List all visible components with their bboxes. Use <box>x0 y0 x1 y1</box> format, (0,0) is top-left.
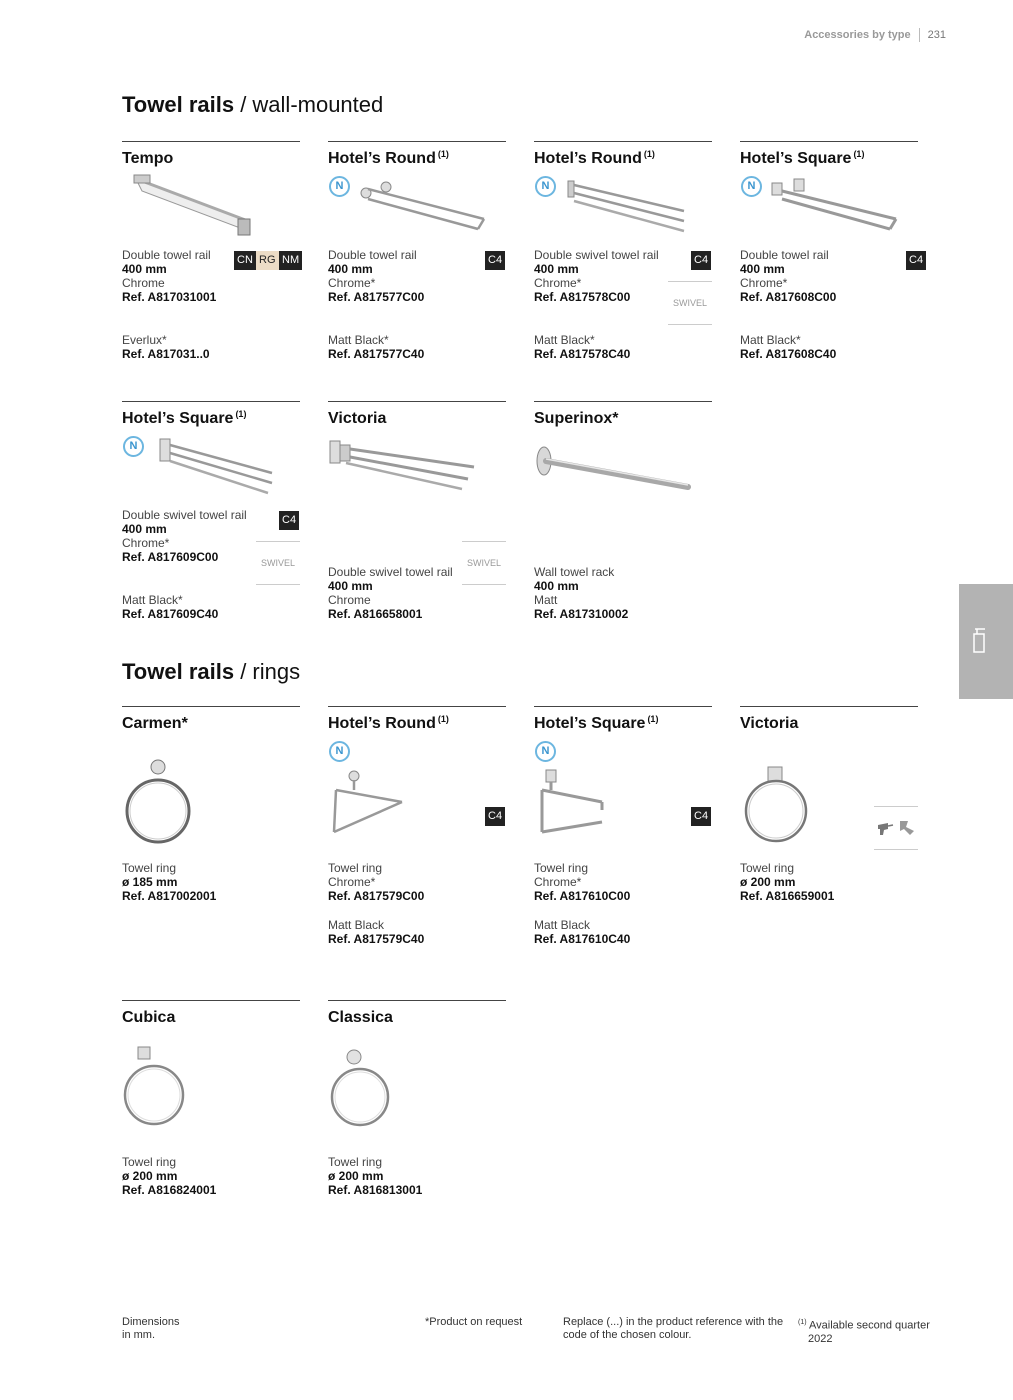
product-desc: Double towel rail <box>740 248 829 262</box>
product-desc: Towel ring <box>740 861 795 875</box>
product-card-cubica <box>122 1000 300 1250</box>
page-header <box>804 28 946 42</box>
product-name: Carmen* <box>122 715 188 732</box>
product-desc: Double swivel towel rail <box>534 248 659 262</box>
footnote-marker: (1) <box>798 1319 807 1326</box>
product-finish: Chrome* <box>122 536 170 550</box>
product-card-hotels-round-swivel <box>534 141 712 391</box>
product-info-alt <box>328 333 424 361</box>
footer-replace-line2: code of the chosen colour. <box>563 1329 692 1341</box>
product-name <box>534 150 655 168</box>
product-ref-alt: Ref. A817579C40 <box>328 932 425 946</box>
product-size: 400 mm <box>534 262 579 276</box>
product-name <box>122 410 246 428</box>
product-image-tempo-rail <box>122 171 300 251</box>
footnote-marker: (1) <box>437 714 449 724</box>
product-desc: Towel ring <box>122 861 177 875</box>
product-image-round-swivel <box>534 171 712 251</box>
new-product-icon: N <box>535 176 556 197</box>
product-ref: Ref. A817609C00 <box>122 550 219 564</box>
footer-availability-note <box>798 1316 930 1346</box>
product-image-square-rail <box>740 171 918 251</box>
footer-dimensions <box>122 1316 179 1342</box>
product-name-text: Hotel’s Round <box>534 150 642 167</box>
product-size: ø 200 mm <box>122 1169 178 1183</box>
product-info <box>328 1155 422 1197</box>
product-ref: Ref. A816813001 <box>328 1183 423 1197</box>
product-finish: Chrome* <box>534 875 582 889</box>
product-name: Cubica <box>122 1009 176 1026</box>
product-desc: Double swivel towel rail <box>328 565 453 579</box>
product-info <box>534 861 630 903</box>
product-image-classica-ring <box>328 1035 506 1145</box>
product-name <box>740 150 864 168</box>
card-rule <box>328 401 506 402</box>
section-title-light: / wall-mounted <box>234 92 384 117</box>
product-name-text: Hotel’s Round <box>328 150 436 167</box>
section-name: Accessories by type <box>804 28 911 41</box>
card-rule <box>328 706 506 707</box>
finish-code-nm: NM <box>279 251 302 270</box>
product-ref: Ref. A817577C00 <box>328 290 425 304</box>
product-finish-alt: Matt Black <box>534 918 591 932</box>
product-finish-alt: Matt Black* <box>740 333 801 347</box>
product-ref-alt: Ref. A817031..0 <box>122 347 210 361</box>
footnote-marker: (1) <box>647 714 659 724</box>
product-name: Superinox* <box>534 410 619 427</box>
product-card-classica <box>328 1000 506 1250</box>
product-ref: Ref. A817608C00 <box>740 290 837 304</box>
product-desc: Double towel rail <box>328 248 417 262</box>
product-desc: Towel ring <box>122 1155 177 1169</box>
product-ref-alt: Ref. A817577C40 <box>328 347 425 361</box>
product-card-hotels-square-rail <box>740 141 924 391</box>
product-info <box>328 565 453 621</box>
finish-code-c4: C4 <box>279 511 299 530</box>
finish-code-cn: CN <box>234 251 256 270</box>
product-finish-alt: Everlux* <box>122 333 167 347</box>
product-name: Victoria <box>328 410 387 427</box>
card-rule <box>328 1000 506 1001</box>
card-rule <box>534 401 712 402</box>
product-card-tempo <box>122 141 300 391</box>
new-product-icon: N <box>329 176 350 197</box>
product-info <box>122 861 216 903</box>
footnote-marker: (1) <box>643 149 655 159</box>
product-desc: Double swivel towel rail <box>122 508 247 522</box>
product-info <box>328 861 424 903</box>
product-name-text: Hotel’s Square <box>534 715 646 732</box>
product-size: 400 mm <box>328 262 373 276</box>
product-desc: Wall towel rack <box>534 565 615 579</box>
card-rule <box>122 1000 300 1001</box>
product-size: 400 mm <box>122 262 167 276</box>
product-ref-alt: Ref. A817610C40 <box>534 932 631 946</box>
product-desc: Towel ring <box>534 861 589 875</box>
footer-replace-note <box>563 1316 783 1342</box>
footnote-marker: (1) <box>235 409 247 419</box>
product-size: 400 mm <box>122 522 167 536</box>
product-finish: Chrome* <box>328 875 376 889</box>
product-finish-alt: Matt Black* <box>122 593 183 607</box>
product-finish-alt: Matt Black* <box>534 333 595 347</box>
card-rule <box>534 141 712 142</box>
finish-code-c4: C4 <box>906 251 926 270</box>
product-ref: Ref. A817310002 <box>534 607 629 621</box>
product-desc: Towel ring <box>328 1155 383 1169</box>
product-size: ø 185 mm <box>122 875 178 889</box>
product-ref: Ref. A817610C00 <box>534 889 631 903</box>
product-name-text: Hotel’s Square <box>740 150 852 167</box>
product-desc: Double towel rail <box>122 248 211 262</box>
footer-replace-line1: Replace (...) in the product reference with the <box>563 1316 784 1328</box>
product-finish: Matt <box>534 593 558 607</box>
product-card-hotels-round-ring <box>328 706 506 956</box>
product-image-carmen-ring <box>122 751 300 861</box>
product-image-round-rail <box>328 171 506 251</box>
footnote-marker: (1) <box>437 149 449 159</box>
product-ref-alt: Ref. A817578C40 <box>534 347 631 361</box>
product-name <box>328 715 449 733</box>
product-card-hotels-square-swivel <box>122 401 300 651</box>
product-info-alt <box>122 333 210 361</box>
footer-dimensions-line1: Dimensions <box>122 1316 180 1328</box>
footer-on-request: *Product on request <box>425 1316 523 1328</box>
finish-code-c4: C4 <box>485 807 505 826</box>
product-card-victoria-ring <box>740 706 918 956</box>
product-size: 400 mm <box>740 262 785 276</box>
product-image-round-ring <box>328 766 506 846</box>
finish-code-c4: C4 <box>691 807 711 826</box>
swivel-label: SWIVEL <box>256 541 300 585</box>
side-tab[interactable] <box>959 584 1013 699</box>
section-title-wall-mounted <box>122 92 383 118</box>
finish-code-rg: RG <box>256 251 279 270</box>
product-card-superinox <box>534 401 712 651</box>
product-ref: Ref. A816659001 <box>740 889 835 903</box>
product-ref: Ref. A817578C00 <box>534 290 631 304</box>
product-finish-alt: Matt Black <box>328 918 385 932</box>
header-divider <box>919 28 920 42</box>
product-finish: Chrome* <box>328 276 376 290</box>
footer-available-line1: Available second quarter <box>809 1319 930 1332</box>
card-rule <box>328 141 506 142</box>
product-name: Victoria <box>740 715 799 732</box>
product-info <box>122 508 247 564</box>
card-rule <box>122 141 300 142</box>
finish-code-c4: C4 <box>691 251 711 270</box>
product-size: 400 mm <box>534 579 579 593</box>
product-image-square-ring <box>534 766 712 846</box>
accessory-dispenser-icon <box>959 584 1013 699</box>
section-title-bold: Towel rails <box>122 659 235 684</box>
new-product-icon: N <box>329 741 350 762</box>
product-finish-alt: Matt Black* <box>328 333 389 347</box>
footnote-marker: (1) <box>853 149 865 159</box>
card-rule <box>740 141 918 142</box>
product-info-alt <box>328 918 424 946</box>
screw-fixing-icon <box>874 806 918 850</box>
product-image-square-swivel <box>122 431 300 511</box>
product-card-victoria-rail <box>328 401 506 651</box>
product-size: ø 200 mm <box>740 875 796 889</box>
product-info <box>328 248 424 304</box>
product-size: 400 mm <box>328 579 373 593</box>
product-name-text: Hotel’s Square <box>122 410 234 427</box>
product-name: Tempo <box>122 150 174 167</box>
drill-screw-icon <box>874 807 918 849</box>
footer-dimensions-line2: in mm. <box>122 1329 155 1341</box>
product-finish: Chrome <box>328 593 371 607</box>
product-info <box>534 565 628 621</box>
product-image-victoria-rail <box>328 431 506 511</box>
swivel-label: SWIVEL <box>462 541 506 585</box>
product-info <box>740 861 834 903</box>
section-title-rings <box>122 659 300 685</box>
product-info <box>122 1155 216 1197</box>
product-card-hotels-square-ring <box>534 706 712 956</box>
finish-code-c4: C4 <box>485 251 505 270</box>
card-rule <box>122 401 300 402</box>
product-ref: Ref. A816824001 <box>122 1183 217 1197</box>
product-info-alt <box>740 333 836 361</box>
product-finish: Chrome* <box>740 276 788 290</box>
product-info <box>740 248 836 304</box>
section-title-bold: Towel rails <box>122 92 235 117</box>
product-finish: Chrome* <box>534 276 582 290</box>
product-card-hotels-round-rail <box>328 141 506 391</box>
product-ref-alt: Ref. A817609C40 <box>122 607 219 621</box>
product-ref-alt: Ref. A817608C40 <box>740 347 837 361</box>
product-info <box>534 248 659 304</box>
card-rule <box>122 706 300 707</box>
swivel-label: SWIVEL <box>668 281 712 325</box>
section-title-light: / rings <box>234 659 301 684</box>
product-card-carmen <box>122 706 300 956</box>
page-number: 231 <box>927 28 946 41</box>
product-name: Classica <box>328 1009 393 1026</box>
product-info-alt <box>534 918 630 946</box>
product-info-alt <box>534 333 630 361</box>
product-size: ø 200 mm <box>328 1169 384 1183</box>
product-name <box>534 715 658 733</box>
new-product-icon: N <box>741 176 762 197</box>
product-ref: Ref. A817031001 <box>122 290 217 304</box>
new-product-icon: N <box>123 436 144 457</box>
product-name-text: Hotel’s Round <box>328 715 436 732</box>
card-rule <box>534 706 712 707</box>
card-rule <box>740 706 918 707</box>
product-ref: Ref. A816658001 <box>328 607 423 621</box>
product-ref: Ref. A817002001 <box>122 889 217 903</box>
product-desc: Towel ring <box>328 861 383 875</box>
product-ref: Ref. A817579C00 <box>328 889 425 903</box>
product-info-alt <box>122 593 218 621</box>
product-finish: Chrome <box>122 276 165 290</box>
product-image-superinox-rack <box>534 431 712 511</box>
new-product-icon: N <box>535 741 556 762</box>
product-name <box>328 150 449 168</box>
footer-available-line2: 2022 <box>808 1332 833 1345</box>
product-image-cubica-ring <box>122 1035 300 1145</box>
product-info <box>122 248 216 304</box>
